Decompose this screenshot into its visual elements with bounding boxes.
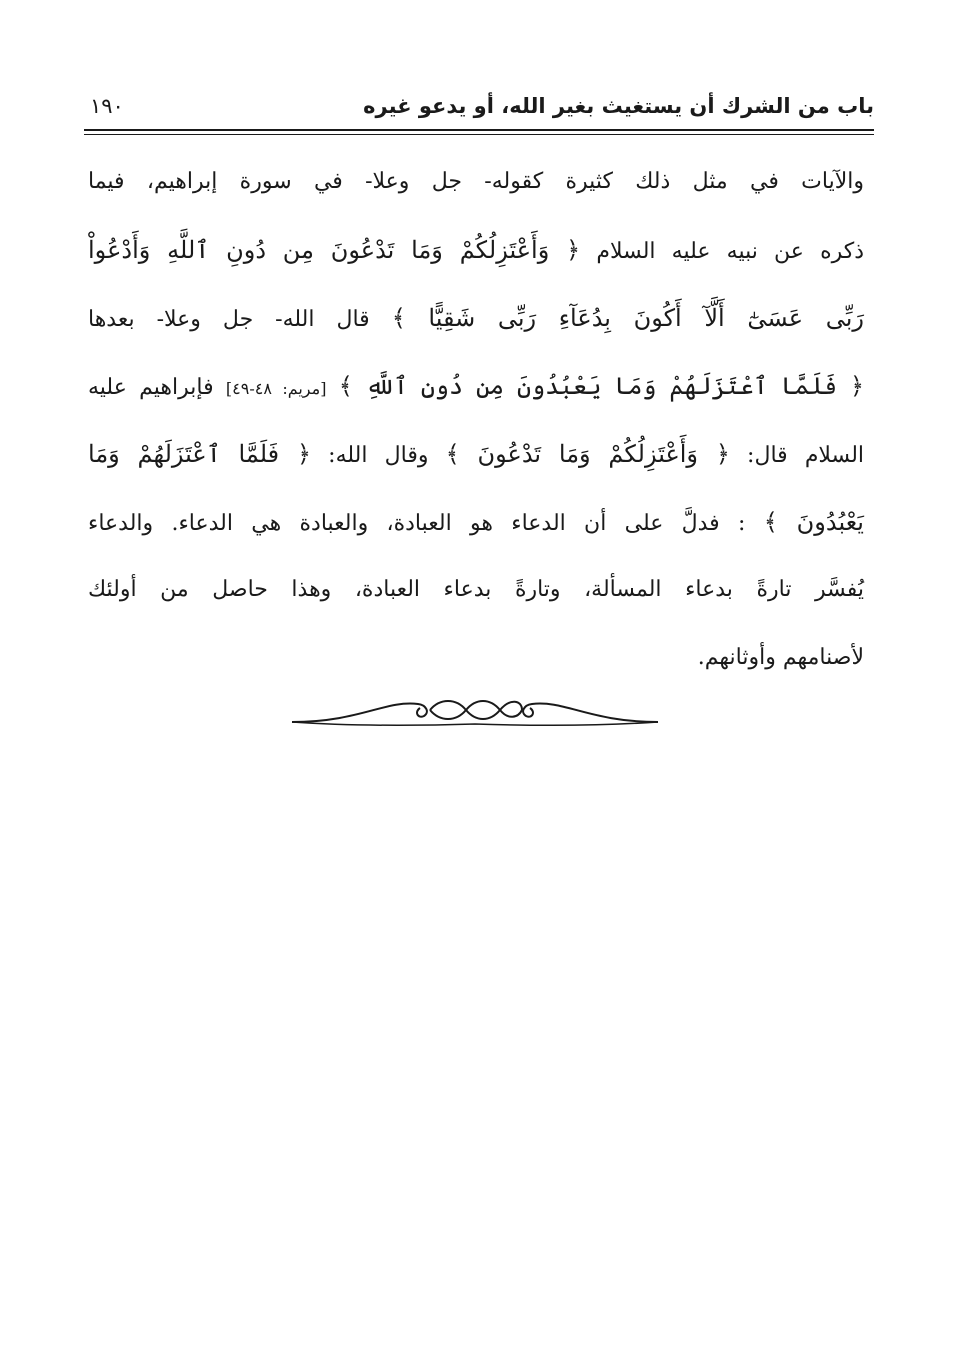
text-line-3: [88, 296, 864, 364]
ornament-divider-icon: [290, 688, 660, 738]
paragraph-text: السلام قال:: [747, 443, 865, 468]
quran-verse: ﴿ فَلَمَّا ٱعْتَزَلَهُمْ وَمَا يَعْبُدُونَ مِن دُونِ ٱللَّهِ ﴾: [338, 372, 865, 400]
page-number: ١٩٠: [90, 94, 124, 118]
page-header: [84, 88, 874, 128]
quran-verse: ﴿ وَأَعْتَزِلُكُمْ وَمَا تَدْعُونَ مِن دُونِ ٱللَّهِ وَأَدْعُواْ: [88, 236, 581, 264]
paragraph-text: : فدلَّ على أن الدعاء هو العبادة، والعبادة هي الدعاء. والدعاء: [88, 511, 746, 536]
quran-verse: ﴿ وَأَعْتَزِلُكُمْ وَمَا تَدْعُونَ ﴾: [445, 440, 730, 468]
body-text: [88, 160, 864, 704]
text-line-6: [88, 500, 864, 568]
text-line-4: [88, 364, 864, 432]
paragraph-text: ذكره عن نبيه عليه السلام: [596, 239, 865, 264]
paragraph-text: يُفسَّر تارةً بدعاء المسألة، وتارةً بدعاء العبادة، وهذا حاصل من أولئك: [88, 577, 864, 602]
text-line-5: [88, 432, 864, 500]
quran-verse: ﴿ فَلَمَّا ٱعْتَزَلَهُمْ وَمَا: [88, 440, 312, 468]
text-line-1: [88, 160, 864, 228]
chapter-title: باب من الشرك أن يستغيث بغير الله، أو يدعو غيره: [363, 94, 874, 118]
header-divider: [84, 129, 874, 131]
paragraph-text: والآيات في مثل ذلك كثيرة كقوله- جل وعلا- في سورة إبراهيم، فيما: [88, 169, 864, 194]
quran-verse: يَعْبُدُونَ ﴾: [763, 508, 864, 536]
paragraph-text: وقال الله:: [328, 443, 429, 468]
text-line-7: [88, 568, 864, 636]
paragraph-text: لأصنامهم وأوثانهم.: [697, 645, 864, 670]
verse-citation: [مريم: ٤٨-٤٩]: [225, 379, 327, 398]
quran-verse: رَبِّى عَسَىٰٓ أَلَّآ أَكُونَ بِدُعَآءِ رَبِّى شَقِيًّا ﴾: [391, 304, 865, 332]
header-divider-thin: [84, 134, 874, 135]
paragraph-text: قال الله- جل وعلا- بعدها: [88, 307, 370, 332]
paragraph-text: فإبراهيم عليه: [88, 375, 214, 400]
text-line-2: [88, 228, 864, 296]
